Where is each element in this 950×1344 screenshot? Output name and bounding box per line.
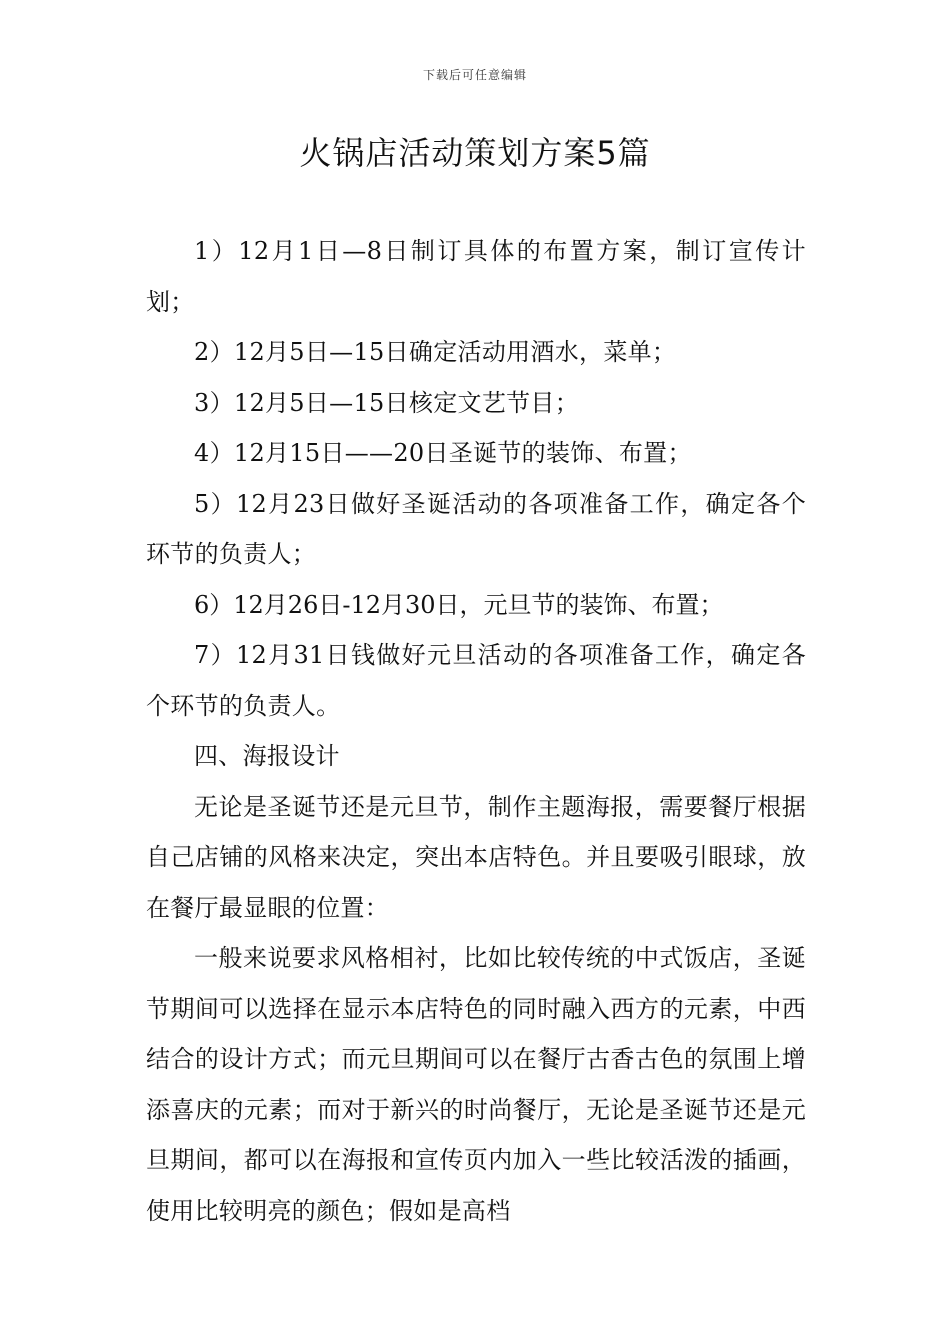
document-body [146,226,806,1236]
header-note: 下载后可任意编辑 [422,68,527,82]
paragraph-schedule-3: 3）12月5日—15日核定文艺节目； [194,388,580,417]
document-title: 火锅店活动策划方案5篇 [299,134,651,172]
paragraph-schedule-4: 4）12月15日——20日圣诞节的装饰、布置； [194,439,692,467]
section-heading-poster-design: 四、海报设计 [194,742,340,770]
paragraph-schedule-1: 1）12月1日—8日制订具体的布置方案，制订宣传计划； [146,237,806,316]
paragraph-schedule-6: 6）12月26日-12月30日，元旦节的装饰、布置； [194,590,724,619]
paragraph-schedule-7: 7）12月31日钱做好元旦活动的各项准备工作，确定各个环节的负责人。 [146,641,806,720]
paragraph-poster-style: 一般来说要求风格相衬，比如比较传统的中式饭店，圣诞节期间可以选择在显示本店特色的同时融入西方的元素，中西结合的设计方式；而元旦期间可以在餐厅古香古色的氛围上增添喜庆的元素；而对于新兴的时尚餐厅，无论是圣诞节还是元旦期间，都可以在海报和宣传页内加入一些比较活泼的插画，使用比较明亮的颜色；假如是高档 [146,944,806,1225]
paragraph-poster-intro: 无论是圣诞节还是元旦节，制作主题海报，需要餐厅根据自己店铺的风格来决定，突出本店特色。并且要吸引眼球，放在餐厅最显眼的位置： [146,792,806,922]
paragraph-schedule-5: 5）12月23日做好圣诞活动的各项准备工作，确定各个环节的负责人； [146,489,806,568]
paragraph-schedule-2: 2）12月5日—15日确定活动用酒水，菜单； [194,338,677,366]
